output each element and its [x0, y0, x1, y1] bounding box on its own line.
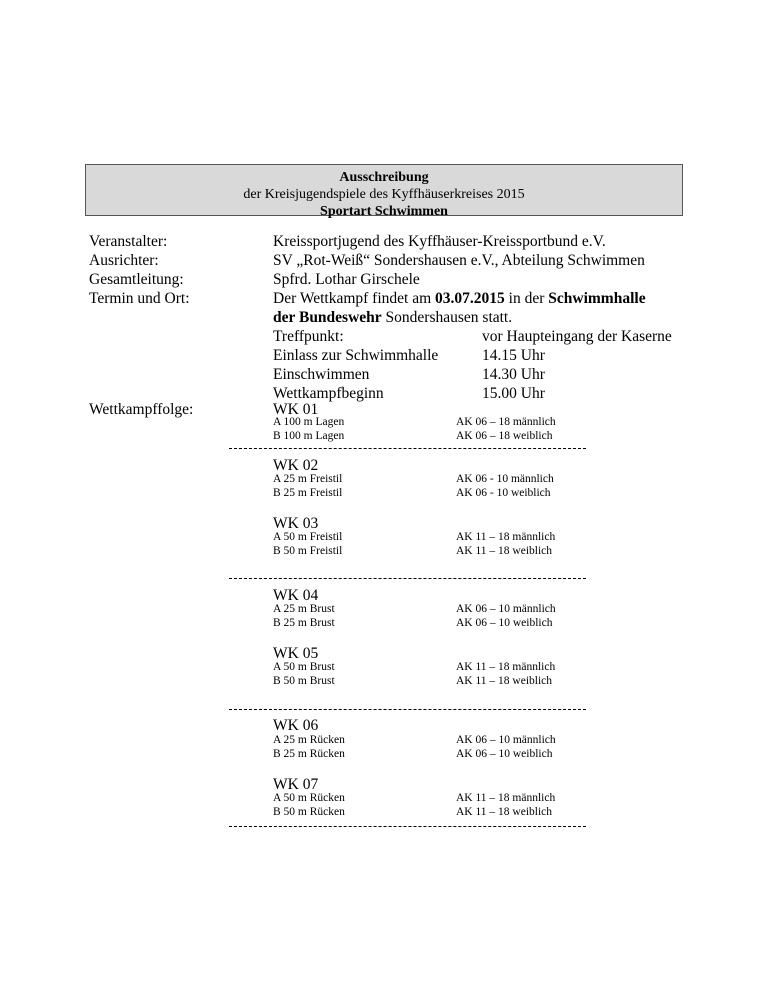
event-b-age: AK 06 – 10 weiblich — [456, 748, 553, 760]
event-b-age: AK 11 – 18 weiblich — [456, 675, 553, 687]
separator-line — [229, 578, 586, 579]
event-a: A 100 m Lagen — [273, 416, 345, 428]
termin-place2: der Bundeswehr — [273, 309, 382, 326]
label-gesamtleitung: Gesamtleitung: — [89, 271, 184, 288]
schedule-value-einschwimmen: 14.30 Uhr — [482, 366, 545, 383]
wk-title: WK 01 — [273, 401, 319, 418]
event-b-age: AK 06 – 18 weiblich — [456, 430, 553, 442]
wk-title: WK 04 — [273, 587, 319, 604]
wk-title: WK 06 — [273, 717, 319, 734]
schedule-label-treffpunkt: Treffpunkt: — [273, 328, 344, 345]
event-a-age: AK 11 – 18 männlich — [456, 531, 556, 543]
event-b: B 25 m Brust — [273, 617, 335, 629]
event-a-age: AK 11 – 18 männlich — [456, 661, 556, 673]
separator-line — [229, 709, 586, 710]
schedule-value-beginn: 15.00 Uhr — [482, 385, 545, 402]
event-a: A 50 m Rücken — [273, 792, 345, 804]
event-a: A 50 m Brust — [273, 661, 335, 673]
event-b: B 100 m Lagen — [273, 430, 345, 442]
schedule-label-einlass: Einlass zur Schwimmhalle — [273, 347, 439, 364]
event-a: A 25 m Freistil — [273, 473, 343, 485]
veranstalter-value: Kreissportjugend des Kyffhäuser-Kreissportbund e.V. — [273, 233, 606, 250]
termin-post: Sondershausen statt. — [381, 309, 513, 326]
termin-date: 03.07.2015 — [435, 290, 505, 307]
event-b: B 50 m Freistil — [273, 545, 343, 557]
event-b-age: AK 06 - 10 weiblich — [456, 487, 551, 499]
label-termin: Termin und Ort: — [89, 290, 190, 307]
header-subtitle: der Kreisjugendspiele des Kyffhäuserkreises 2015 — [243, 187, 525, 202]
schedule-label-einschwimmen: Einschwimmen — [273, 366, 370, 383]
ausrichter-value: SV „Rot-Weiß“ Sondershausen e.V., Abteilung Schwimmen — [273, 252, 645, 269]
termin-line2 — [273, 308, 512, 327]
event-a-age: AK 06 - 10 männlich — [456, 473, 554, 485]
header-sport: Sportart Schwimmen — [320, 204, 448, 219]
schedule-label-beginn: Wettkampfbeginn — [273, 385, 384, 402]
event-a-age: AK 06 – 10 männlich — [456, 603, 556, 615]
event-b-age: AK 11 – 18 weiblich — [456, 806, 553, 818]
label-ausrichter: Ausrichter: — [89, 252, 159, 269]
wk-title: WK 02 — [273, 457, 319, 474]
event-b: B 25 m Rücken — [273, 748, 345, 760]
event-a: A 25 m Rücken — [273, 734, 345, 746]
termin-line1 — [273, 289, 646, 308]
event-a-age: AK 06 – 18 männlich — [456, 416, 556, 428]
header-title: Ausschreibung — [339, 170, 429, 185]
label-veranstalter: Veranstalter: — [89, 233, 168, 250]
termin-place1: Schwimmhalle — [548, 290, 646, 307]
event-a-age: AK 06 – 10 männlich — [456, 734, 556, 746]
gesamtleitung-value: Spfrd. Lothar Girschele — [273, 271, 420, 288]
separator-line — [229, 448, 586, 449]
wk-title: WK 07 — [273, 776, 319, 793]
wk-title: WK 05 — [273, 645, 319, 662]
schedule-value-treffpunkt: vor Haupteingang der Kaserne — [482, 328, 672, 345]
schedule-value-einlass: 14.15 Uhr — [482, 347, 545, 364]
header-box — [85, 164, 683, 219]
termin-pre: Der Wettkampf findet am — [273, 290, 436, 307]
label-wettkampffolge: Wettkampffolge: — [89, 401, 194, 418]
event-b: B 50 m Rücken — [273, 806, 345, 818]
event-b: B 50 m Brust — [273, 675, 335, 687]
event-a: A 25 m Brust — [273, 603, 335, 615]
event-b-age: AK 11 – 18 weiblich — [456, 545, 553, 557]
event-a-age: AK 11 – 18 männlich — [456, 792, 556, 804]
wk-title: WK 03 — [273, 515, 319, 532]
event-b: B 25 m Freistil — [273, 487, 343, 499]
separator-line — [229, 826, 586, 827]
termin-mid: in der — [504, 290, 549, 307]
event-a: A 50 m Freistil — [273, 531, 343, 543]
event-b-age: AK 06 – 10 weiblich — [456, 617, 553, 629]
